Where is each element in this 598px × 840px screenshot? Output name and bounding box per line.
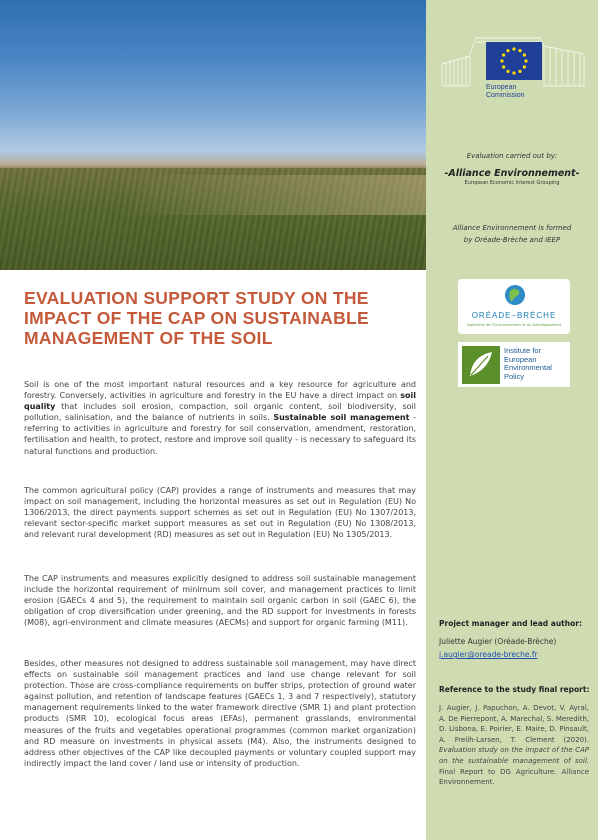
paragraph-soil-quality [24, 379, 416, 457]
reference-text [439, 703, 589, 788]
evaluation-by-label: Evaluation carried out by: [466, 152, 558, 160]
paragraph-cap-instruments: The common agricultural policy (CAP) provides a range of instruments and measures that may impact on soil management, including the horizontal measures as set out in Regulation (EU) No 1306/2013, the direct payments support schemes as set out in Regulation (EU) No 1307/2013, relevant sector-specific market support measures as set out in Regulation (EU) No 1308/2013, and relevant rural development (RD) measures as set out in Regulation (EU) No 1305/2013. [24, 486, 416, 540]
oreade-breche-logo [458, 279, 570, 334]
formed-line1: Alliance Environnement is formed [452, 224, 572, 232]
p1-bold-soil-quality: soil quality [24, 391, 416, 412]
ieep-line1: Institute for [504, 346, 542, 355]
ieep-name [504, 347, 568, 381]
european-commission-logo [440, 14, 586, 106]
p1-text-e: - referring to activities in agriculture and forestry for soil conservation, amendment, restoration, fertilisation and health, to protect, restore and improve soil quality - is necessary to safeguard its natural functions and production. [24, 413, 416, 456]
oreade-name: ORÉADE–BRÈCHE [471, 311, 557, 320]
oreade-globe-icon [504, 283, 526, 307]
eu-flag-icon [486, 42, 542, 80]
project-manager-email-link[interactable]: j.augier@oreade-breche.fr [439, 650, 538, 659]
alliance-formed-note [430, 222, 594, 246]
ieep-line2: European [504, 354, 537, 364]
project-manager-name: Juliette Augier (Oréade-Brèche) [439, 637, 557, 646]
reference-tail: Final Report to DG Agriculture. Alliance Environnement. [439, 767, 589, 787]
reference-heading: Reference to the study final report: [439, 685, 590, 694]
page-title: EVALUATION SUPPORT STUDY ON THE IMPACT OF THE CAP ON SUSTAINABLE MANAGEMENT OF THE SOIL [24, 288, 370, 348]
formed-line2: by Oréade-Brèche and IEEP [463, 236, 561, 244]
p1-text-a: Soil is one of the most important natural resources and a key resource for agriculture and forestry. Conversely, activities in agriculture and forestry in the EU have a direct impact on [24, 380, 416, 401]
paragraph-other-measures: Besides, other measures not designed to address sustainable soil management, may have direct effects on sustainable soil management practices and land use change relevant for soil protection. Those are cross-compliance requirements on buffer strips, protection of ground water against pollution, and retention of landscape features (GAECs 1, 3 and 7 respectively), statutory management requirements linked to the water framework directive (SMR 1) and plant protection products (SMR 10), ecological focus areas (EFAs), permanent grasslands, environmental measures of the fruits and vegetables operational programmes (common market organization) and RD measure on investments in physical assets (M4). Also, the instruments designed to address other objectives of the CAP like decoupled payments or voluntary coupled support may indirectly impact the land cover / land use or intensity of production. [24, 659, 416, 768]
ieep-line4: Policy [504, 371, 525, 381]
reference-authors: J. Augier, J. Papuchon, A. Devot, V. Ayral, A. De Pierrepont, A. Marechal, S. Meredith, D. Lisbona, E. Poirier, E. Maire, D. Pinsault, A. Frelih-Larsen, T. Clement (2020). [439, 704, 589, 744]
p1-bold-sustainable-soil-management: Sustainable soil management [273, 413, 410, 423]
ec-logo-text-line2: Commission [486, 92, 525, 99]
oreade-tagline: Ingénierie de l'Environnement et du Développement [466, 323, 562, 327]
p1-text-c: that includes soil erosion, compaction, soil organic content, soil biodiversity, soil pollution, salinisation, and the balance of nutrients in soils. [24, 402, 416, 423]
ieep-leaf-icon [462, 346, 500, 384]
ieep-line3: Environmental [504, 363, 552, 373]
alliance-subtitle: European Economic Interest Grouping [464, 180, 560, 186]
paragraph-cap-explicit-measures: The CAP instruments and measures explicitly designed to address soil sustainable management include the horizontal requirement of minimum soil cover, and management practices to limit erosion (GAECs 4 and 5), the requirement to maintain soil organic carbon in soil (GAEC 6), the obligation of crop diversification under greening, and the RD support for investments in forests (M08), agri-environment and climate measures (AECMs) and support for organic farming (M11). [24, 574, 416, 628]
ieep-logo [458, 342, 570, 387]
alliance-name: -Alliance Environnement- [444, 168, 580, 179]
photo-stubble [120, 175, 426, 215]
ec-logo-text-line1: European [486, 84, 517, 91]
cover-photo-field [0, 0, 426, 270]
reference-report-title: Evaluation study on the impact of the CAP on the sustainable management of soil. [439, 746, 589, 765]
project-manager-heading: Project manager and lead author: [439, 619, 582, 628]
